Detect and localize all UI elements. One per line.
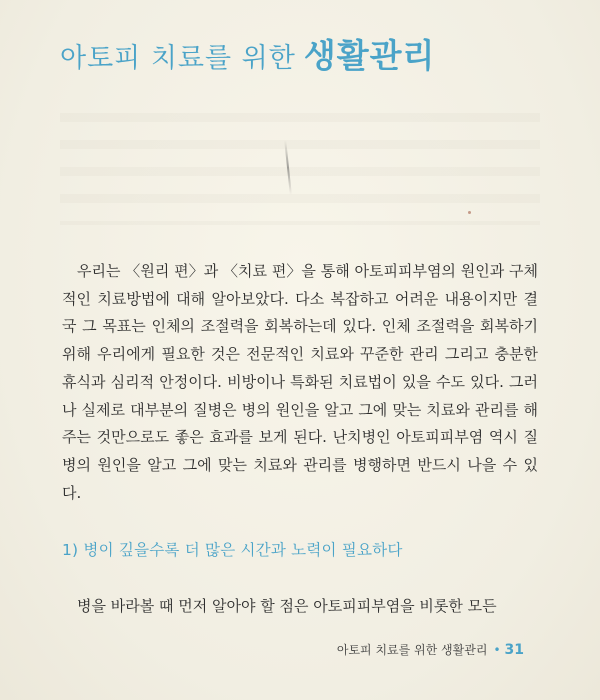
bleed-through-text: [60, 95, 540, 225]
page-footer: [337, 641, 524, 658]
section-paragraph: 병을 바라볼 때 먼저 알아야 할 점은 아토피피부염을 비롯한 모든: [77, 597, 497, 615]
page-title-prefix: 아토피 치료를 위한: [60, 43, 296, 74]
footer-running-title: 아토피 치료를 위한 생활관리: [336, 643, 488, 657]
page-title: [60, 30, 435, 77]
paper-speck: [468, 211, 471, 214]
page-number: 31: [504, 642, 524, 658]
page-title-emphasis: 생활관리: [303, 36, 436, 75]
intro-paragraph: 우리는 〈원리 편〉과 〈치료 편〉을 통해 아토피피부염의 원인과 구체적인 치료방법에 대해 알아보았다. 다소 복잡하고 어려운 내용이지만 결국 그 목표는 인체의 조절력을 회복하는데 있다. 인체 조절력을 회복하기 위해 우리에게 필요한 것은 전문적인 치료와 꾸준한 관리 그리고 충분한 휴식과 심리적 안정이다. 비방이나 특화된 치료법이 있을 수도 있다. 그러나 실제로 대부분의 질병은 병의 원인을 알고 그에 맞는 치료와 관리를 해주는 것만으로도 좋은 효과를 보게 된다. 난치병인 아토피피부염 역시 질병의 원인을 알고 그에 맞는 치료와 관리를 병행하면 반드시 나을 수 있다.: [62, 262, 538, 502]
footer-bullet: •: [493, 643, 501, 657]
section-heading: 1) 병이 깊을수록 더 많은 시간과 노력이 필요하다: [62, 541, 403, 559]
